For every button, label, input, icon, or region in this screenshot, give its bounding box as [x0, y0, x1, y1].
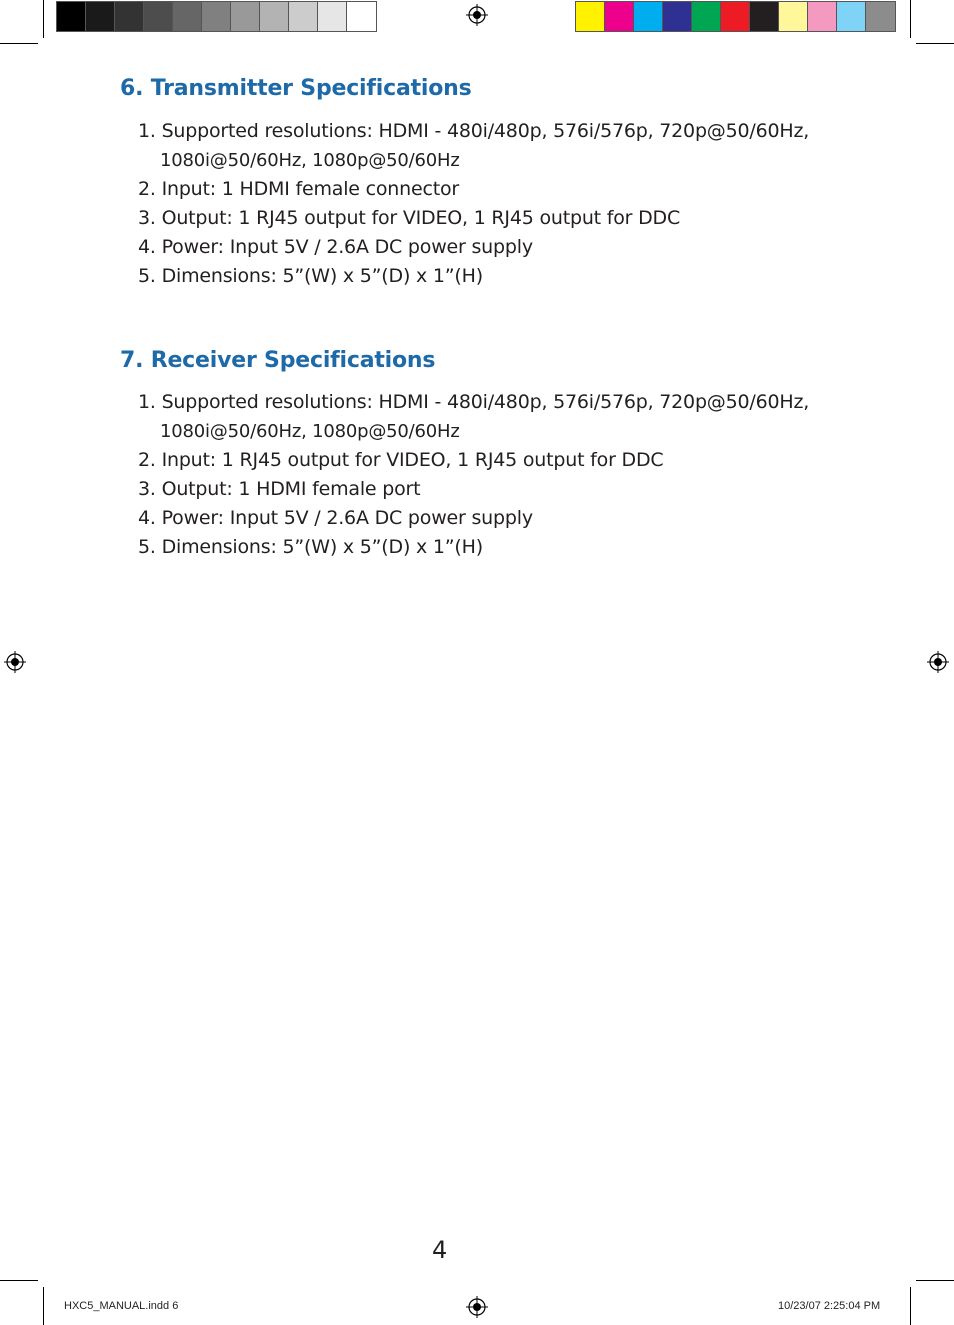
registration-mark-icon: [4, 651, 26, 673]
spec-item: 4. Power: Input 5V / 2.6A DC power supply: [138, 236, 533, 258]
slug-timestamp: 10/23/07 2:25:04 PM: [778, 1300, 881, 1312]
color-swatch: [692, 2, 721, 31]
crop-mark: [916, 1280, 954, 1281]
color-swatch: [347, 2, 376, 31]
spec-item: 2. Input: 1 HDMI female connector: [138, 178, 460, 200]
spec-item: [138, 388, 809, 446]
color-swatch: [202, 2, 231, 31]
color-swatch: [634, 2, 663, 31]
spec-item-continuation: 1080i@50/60Hz, 1080p@50/60Hz: [160, 150, 460, 171]
color-swatch: [260, 2, 289, 31]
spec-item-text: 1. Supported resolutions: HDMI - 480i/480p, 576i/576p, 720p@50/60Hz,: [138, 391, 810, 413]
transmitter-spec-list: [138, 117, 809, 291]
color-swatch: [779, 2, 808, 31]
color-swatch: [173, 2, 202, 31]
color-swatch: [866, 2, 895, 31]
registration-mark-icon: [466, 4, 488, 26]
color-swatch: [721, 2, 750, 31]
crop-mark: [0, 43, 38, 44]
gray-swatch-bar: [56, 1, 377, 32]
spec-item-text: 1. Supported resolutions: HDMI - 480i/480p, 576i/576p, 720p@50/60Hz,: [138, 120, 810, 142]
slug-filename: HXC5_MANUAL.indd 6: [64, 1300, 179, 1312]
spec-item: 5. Dimensions: 5”(W) x 5”(D) x 1”(H): [138, 536, 483, 558]
spec-item: [138, 117, 809, 175]
color-swatch: [86, 2, 115, 31]
spec-item: 3. Output: 1 RJ45 output for VIDEO, 1 RJ45 output for DDC: [138, 207, 681, 229]
color-swatch: [750, 2, 779, 31]
color-swatch: [605, 2, 634, 31]
spec-item: 3. Output: 1 HDMI female port: [138, 478, 421, 500]
receiver-spec-list: [138, 388, 809, 562]
page-number: 4: [432, 1236, 448, 1264]
color-swatch-bar: [575, 1, 896, 32]
crop-mark: [43, 0, 44, 38]
color-swatch: [144, 2, 173, 31]
registration-mark-icon: [466, 1296, 488, 1318]
crop-mark: [910, 0, 911, 38]
spec-item: 2. Input: 1 RJ45 output for VIDEO, 1 RJ45 output for DDC: [138, 449, 664, 471]
color-swatch: [57, 2, 86, 31]
color-swatch: [663, 2, 692, 31]
color-swatch: [318, 2, 347, 31]
crop-mark: [0, 1280, 38, 1281]
transmitter-section-title: 6. Transmitter Specifications: [120, 76, 472, 101]
registration-mark-icon: [927, 651, 949, 673]
color-swatch: [576, 2, 605, 31]
crop-mark: [910, 1287, 911, 1325]
crop-mark: [916, 43, 954, 44]
color-swatch: [837, 2, 866, 31]
color-swatch: [231, 2, 260, 31]
spec-item: 4. Power: Input 5V / 2.6A DC power supply: [138, 507, 533, 529]
crop-mark: [43, 1287, 44, 1325]
spec-item: 5. Dimensions: 5”(W) x 5”(D) x 1”(H): [138, 265, 483, 287]
spec-item-continuation: 1080i@50/60Hz, 1080p@50/60Hz: [160, 421, 460, 442]
color-swatch: [289, 2, 318, 31]
color-swatch: [115, 2, 144, 31]
color-swatch: [808, 2, 837, 31]
receiver-section-title: 7. Receiver Specifications: [120, 348, 436, 373]
